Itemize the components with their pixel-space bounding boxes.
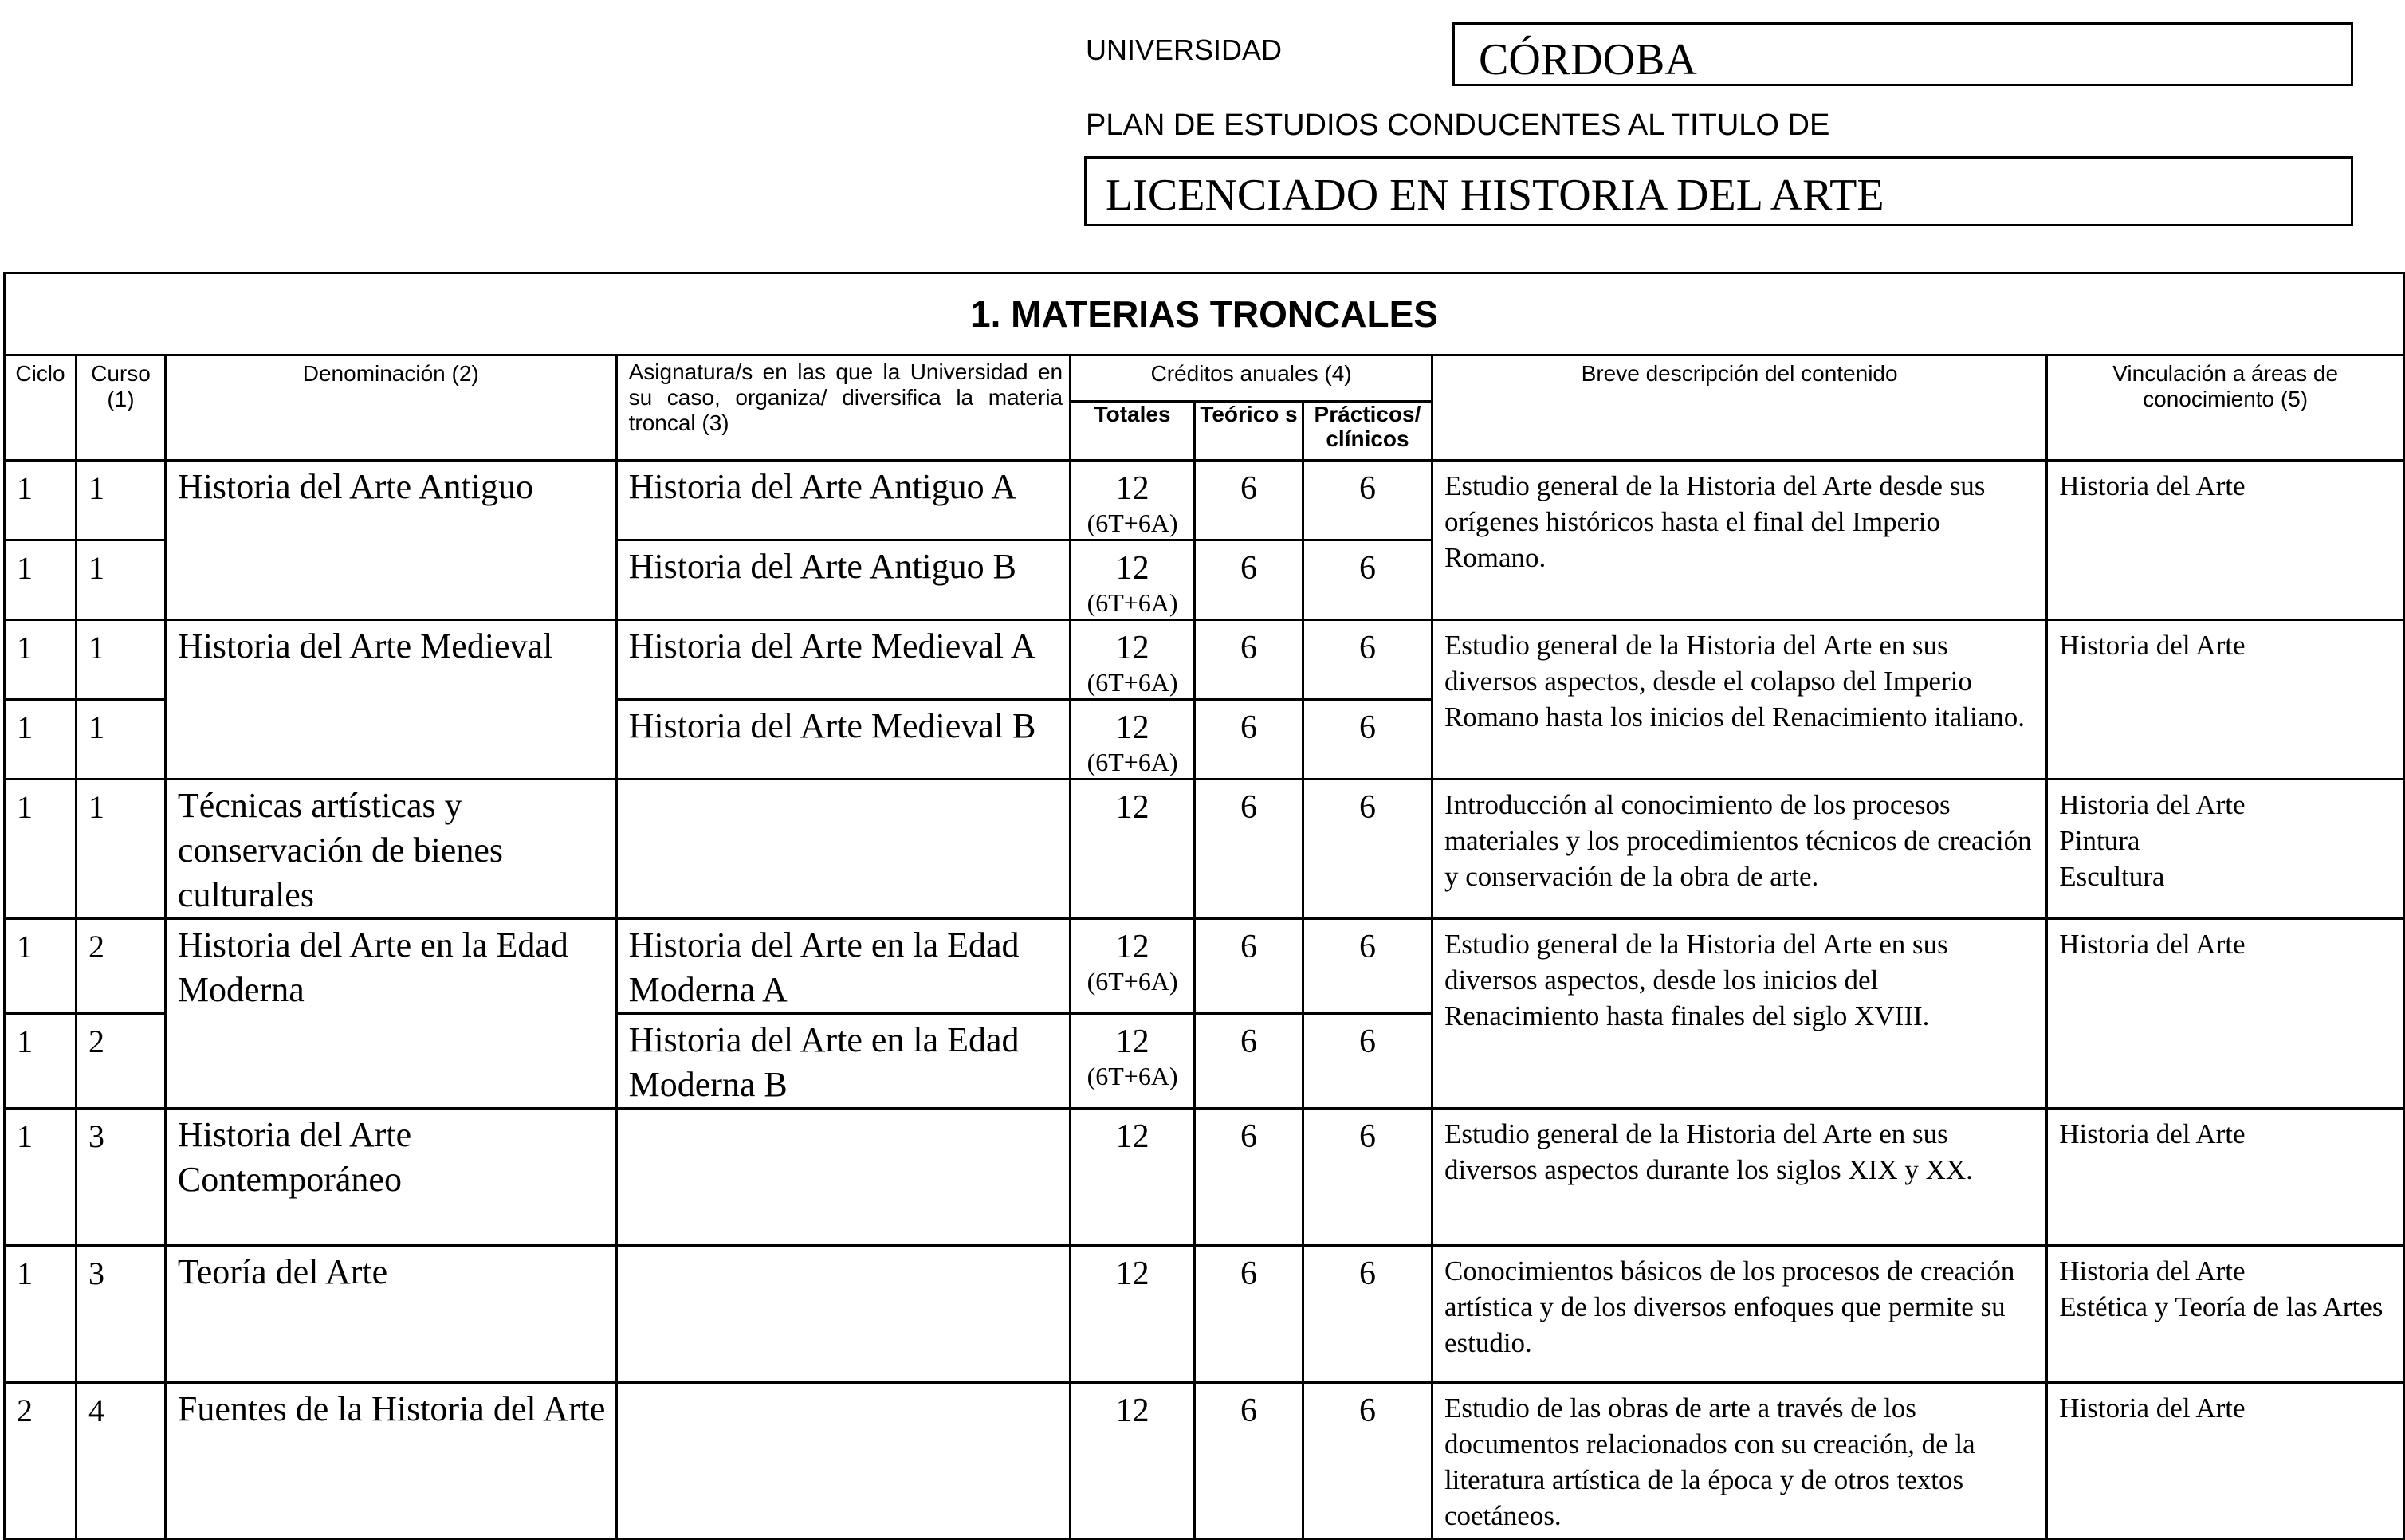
cell-teoricos: 6 [1195,620,1303,700]
materias-troncales-table [3,272,2405,1540]
cell-ciclo: 1 [5,780,77,919]
cell-descripcion: Introducción al conocimiento de los procesos materiales y los procedimientos técnicos de creación y conservación de la obra de arte. [1432,780,2046,919]
cell-teoricos: 6 [1195,780,1303,919]
table-title: 1. MATERIAS TRONCALES [5,273,2404,356]
totales-breakdown: (6T+6A) [1087,509,1178,537]
totales-breakdown: (6T+6A) [1087,1062,1178,1090]
universidad-value: CÓRDOBA [1479,35,1697,84]
cell-denominacion: Fuentes de la Historia del Arte [165,1383,616,1539]
universidad-label: UNIVERSIDAD [1086,33,1283,66]
totales-breakdown: (6T+6A) [1087,967,1178,996]
cell-asignatura: Historia del Arte en la Edad Moderna B [616,1014,1071,1109]
cell-practicos: 6 [1303,1383,1432,1539]
cell-asignatura: Historia del Arte Medieval B [616,700,1071,780]
col-header-denominacion: Denominación (2) [165,356,616,461]
cell-practicos: 6 [1303,1014,1432,1109]
totales-breakdown: (6T+6A) [1087,748,1178,776]
area-item: Historia del Arte [2059,1393,2246,1424]
cell-descripcion: Estudio de las obras de arte a través de los documentos relacionados con su creación, de la literatura artística de la época y de otros textos coetáneos. [1432,1383,2046,1539]
cell-totales [1071,780,1195,919]
col-header-curso: Curso (1) [76,356,165,461]
totales-breakdown: (6T+6A) [1087,668,1178,697]
cell-ciclo: 1 [5,540,77,620]
cell-curso: 1 [76,461,165,540]
totales-value: 12 [1115,1393,1149,1429]
cell-teoricos: 6 [1195,700,1303,780]
cell-practicos: 6 [1303,780,1432,919]
table-row [5,461,2404,540]
totales-value: 12 [1115,470,1149,507]
cell-ciclo: 1 [5,1014,77,1109]
cell-ciclo: 2 [5,1383,77,1539]
table-row [5,620,2404,700]
cell-asignatura: Historia del Arte Antiguo A [616,461,1071,540]
table-row [5,1109,2404,1246]
area-item: Historia del Arte [2059,630,2246,661]
cell-ciclo: 1 [5,1246,77,1383]
cell-practicos: 6 [1303,919,1432,1014]
cell-curso: 3 [76,1109,165,1246]
cell-teoricos: 6 [1195,1246,1303,1383]
area-item: Historia del Arte [2059,1255,2246,1287]
cell-totales [1071,1383,1195,1539]
col-header-ciclo: Ciclo [5,356,77,461]
area-item: Estética y Teoría de las Artes [2059,1291,2383,1322]
table-row [5,1383,2404,1539]
cell-practicos: 6 [1303,620,1432,700]
col-header-vinculacion: Vinculación a áreas de conocimiento (5) [2047,356,2404,461]
area-item: Historia del Arte [2059,789,2246,820]
cell-practicos: 6 [1303,1109,1432,1246]
col-header-descripcion: Breve descripción del contenido [1432,356,2046,461]
cell-teoricos: 6 [1195,1014,1303,1109]
table-row [5,780,2404,919]
cell-denominacion: Historia del Arte Medieval [165,620,616,780]
titulo-value: LICENCIADO EN HISTORIA DEL ARTE [1106,171,1884,220]
cell-ciclo: 1 [5,620,77,700]
cell-totales [1071,540,1195,620]
totales-value: 12 [1115,789,1149,826]
titulo-box [1084,156,2353,226]
cell-practicos: 6 [1303,461,1432,540]
totales-value: 12 [1115,550,1149,587]
cell-totales [1071,700,1195,780]
cell-denominacion: Historia del Arte Contemporáneo [165,1109,616,1246]
cell-ciclo: 1 [5,461,77,540]
cell-practicos: 6 [1303,1246,1432,1383]
universidad-box [1452,22,2353,86]
cell-totales [1071,919,1195,1014]
col-header-teoricos: Teórico s [1195,402,1303,461]
cell-asignatura: Historia del Arte en la Edad Moderna A [616,919,1071,1014]
area-item: Historia del Arte [2059,470,2246,501]
cell-teoricos: 6 [1195,1109,1303,1246]
area-item: Historia del Arte [2059,929,2246,960]
area-item: Escultura [2059,861,2165,892]
cell-vinculacion [2047,780,2404,919]
cell-asignatura [616,780,1071,919]
cell-totales [1071,1109,1195,1246]
cell-denominacion: Historia del Arte Antiguo [165,461,616,620]
totales-value: 12 [1115,1023,1149,1060]
col-header-creditos: Créditos anuales (4) [1071,356,1432,402]
cell-teoricos: 6 [1195,1383,1303,1539]
cell-asignatura [616,1383,1071,1539]
cell-vinculacion [2047,620,2404,780]
cell-descripcion: Estudio general de la Historia del Arte desde sus orígenes históricos hasta el final del Imperio Romano. [1432,461,2046,620]
plan-label: PLAN DE ESTUDIOS CONDUCENTES AL TITULO DE [1086,108,1830,142]
cell-curso: 1 [76,540,165,620]
cell-descripcion: Estudio general de la Historia del Arte en sus diversos aspectos, desde los inicios del Renacimiento hasta finales del siglo XVIII. [1432,919,2046,1109]
cell-vinculacion [2047,1246,2404,1383]
cell-teoricos: 6 [1195,461,1303,540]
cell-totales [1071,620,1195,700]
cell-vinculacion [2047,461,2404,620]
cell-curso: 1 [76,700,165,780]
cell-curso: 1 [76,780,165,919]
cell-curso: 4 [76,1383,165,1539]
cell-curso: 3 [76,1246,165,1383]
cell-practicos: 6 [1303,700,1432,780]
col-header-practicos: Prácticos/ clínicos [1303,402,1432,461]
cell-practicos: 6 [1303,540,1432,620]
cell-ciclo: 1 [5,1109,77,1246]
cell-vinculacion [2047,1383,2404,1539]
col-header-asignaturas: Asignatura/s en las que la Universidad en su caso, organiza/ diversifica la materia troncal (3) [616,356,1071,461]
area-item: Historia del Arte [2059,1118,2246,1149]
table-row [5,919,2404,1014]
cell-curso: 1 [76,620,165,700]
cell-totales [1071,1246,1195,1383]
area-item: Pintura [2059,825,2140,856]
totales-value: 12 [1115,929,1149,965]
cell-vinculacion [2047,1109,2404,1246]
cell-curso: 2 [76,1014,165,1109]
cell-teoricos: 6 [1195,540,1303,620]
cell-descripcion: Estudio general de la Historia del Arte en sus diversos aspectos, desde el colapso del Imperio Romano hasta los inicios del Renacimiento italiano. [1432,620,2046,780]
cell-ciclo: 1 [5,700,77,780]
cell-asignatura [616,1246,1071,1383]
cell-teoricos: 6 [1195,919,1303,1014]
totales-value: 12 [1115,630,1149,666]
cell-asignatura [616,1109,1071,1246]
totales-breakdown: (6T+6A) [1087,588,1178,617]
cell-ciclo: 1 [5,919,77,1014]
cell-totales [1071,461,1195,540]
cell-descripcion: Conocimientos básicos de los procesos de creación artística y de los diversos enfoques que permite su estudio. [1432,1246,2046,1383]
cell-denominacion: Técnicas artísticas y conservación de bienes culturales [165,780,616,919]
col-header-totales: Totales [1071,402,1195,461]
totales-value: 12 [1115,709,1149,746]
cell-curso: 2 [76,919,165,1014]
cell-vinculacion [2047,919,2404,1109]
cell-asignatura: Historia del Arte Medieval A [616,620,1071,700]
cell-denominacion: Teoría del Arte [165,1246,616,1383]
cell-asignatura: Historia del Arte Antiguo B [616,540,1071,620]
cell-descripcion: Estudio general de la Historia del Arte en sus diversos aspectos durante los siglos XIX y XX. [1432,1109,2046,1246]
cell-totales [1071,1014,1195,1109]
totales-value: 12 [1115,1255,1149,1292]
table-row [5,1246,2404,1383]
cell-denominacion: Historia del Arte en la Edad Moderna [165,919,616,1109]
totales-value: 12 [1115,1118,1149,1155]
